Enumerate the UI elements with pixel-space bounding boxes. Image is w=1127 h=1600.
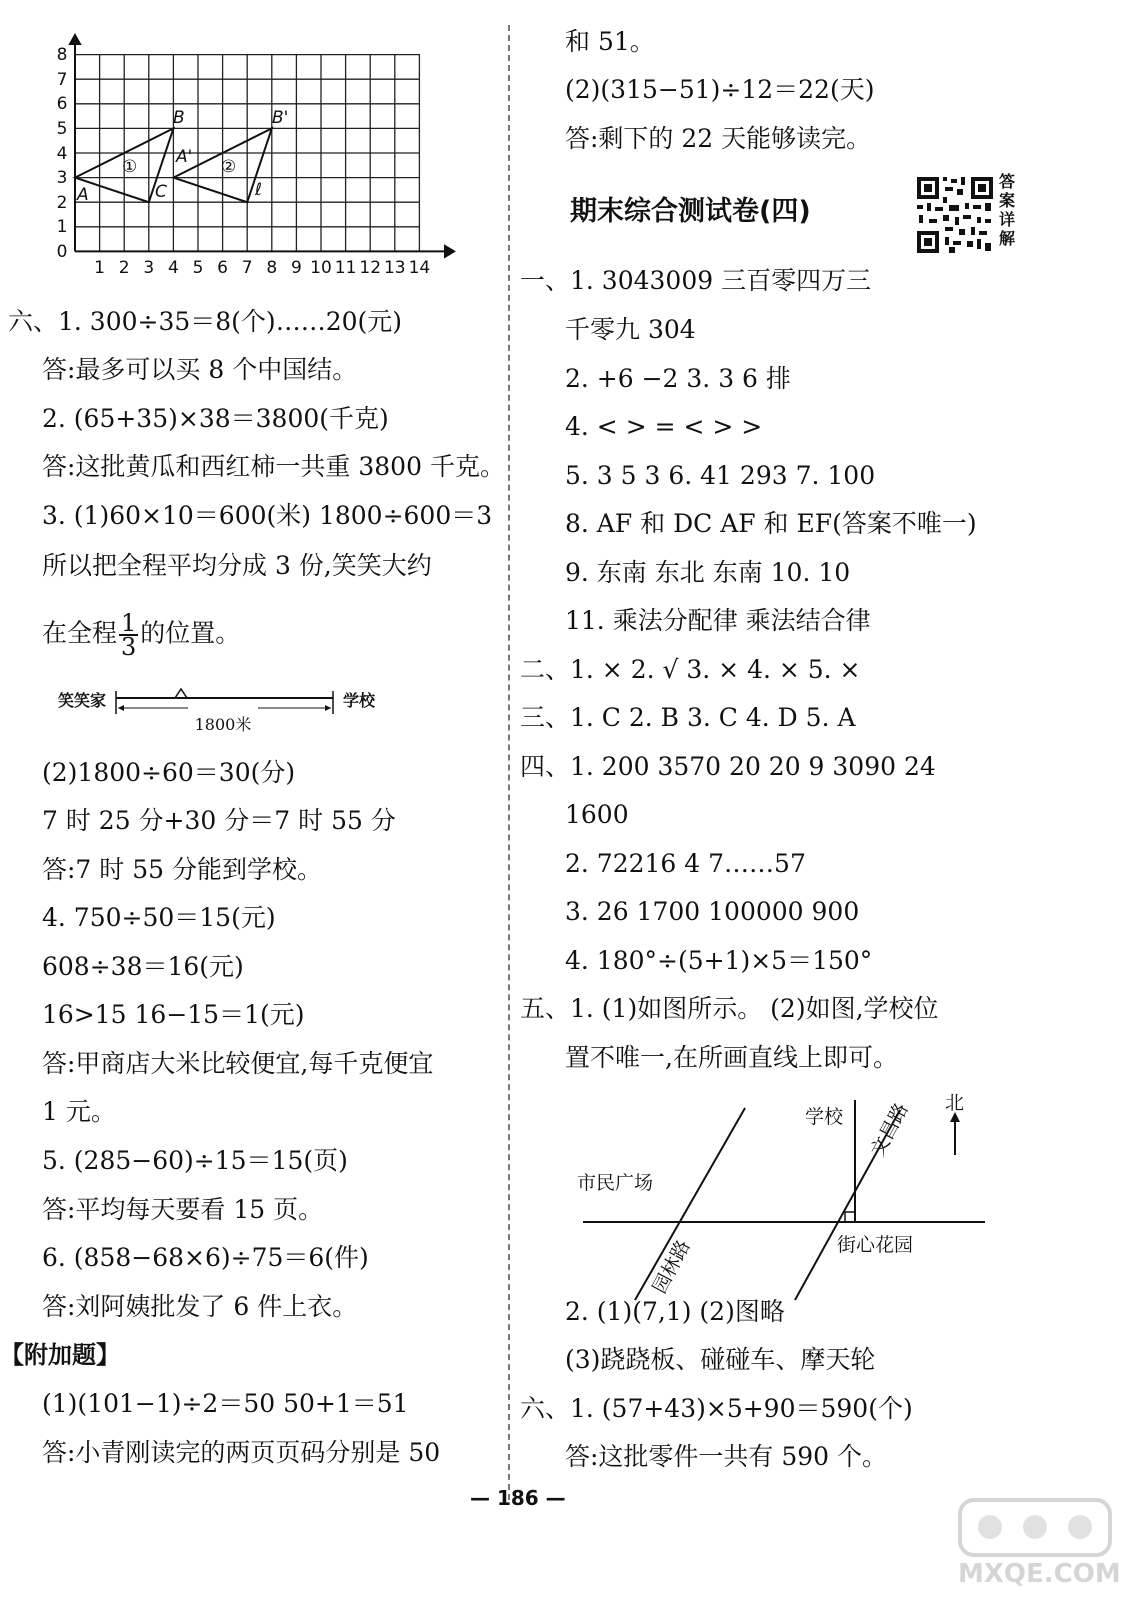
y-tick: 8 [56, 45, 68, 65]
qr-caption: 答案详解 [999, 172, 1016, 248]
fraction-numerator: 1 [121, 609, 137, 637]
part2-answers: 二、1. × 2. √ 3. × 4. × 5. × [520, 655, 861, 684]
point-label-c: C [155, 182, 167, 202]
point-label-b-prime: B' [272, 108, 289, 128]
point-label-a: A [77, 185, 89, 205]
part6-answer-1-conclusion: 答:这批零件一共有 590 个。 [565, 1442, 888, 1471]
bonus-answer-conclusion: 答:小青刚读完的两页页码分别是 50 [42, 1438, 441, 1467]
answer-6-4-conclusion: 答:甲商店大米比较便宜,每千克便宜 [42, 1049, 434, 1078]
x-tick: 1 [94, 258, 106, 278]
y-tick: 3 [56, 168, 68, 188]
garden-label: 街心花园 [837, 1234, 914, 1256]
answer-6-2-conclusion: 答:这批黄瓜和西红柿一共重 3800 千克。 [42, 452, 505, 481]
part5-answer-2-3: (3)跷跷板、碰碰车、摩天轮 [565, 1345, 876, 1374]
x-tick: 3 [143, 258, 155, 278]
point-label-a-prime: A' [176, 147, 193, 167]
x-tick: 8 [266, 258, 278, 278]
answer-6-2: 2. (65+35)×38＝3800(千克) [42, 404, 389, 433]
bonus-section-title: 【附加题】 [0, 1341, 120, 1369]
bonus-answer-conclusion-cont: 和 51。 [565, 27, 655, 56]
watermark [950, 1495, 1120, 1595]
part1-line6: 9. 东南 东北 东南 10. 10 [565, 558, 851, 587]
y-tick: 7 [56, 70, 68, 90]
answer-6-1-conclusion: 答:最多可以买 8 个中国结。 [42, 355, 358, 384]
x-tick: 4 [167, 258, 179, 278]
y-tick: 4 [56, 144, 68, 164]
answer-6-5-conclusion: 答:平均每天要看 15 页。 [42, 1195, 324, 1224]
distance-diagram [58, 684, 388, 734]
x-tick: 5 [192, 258, 204, 278]
fraction-denominator: 3 [121, 633, 137, 661]
part4-line4: 4. 180°÷(5+1)×5＝150° [565, 946, 873, 975]
school-label: 学校 [805, 1106, 844, 1128]
answer-6-4-line3: 16>15 16−15＝1(元) [42, 1000, 305, 1029]
part1-line5: 8. AF 和 DC AF 和 EF(答案不唯一) [565, 509, 977, 538]
part1-line1: 一、1. 3043009 三百零四万三 [520, 266, 872, 295]
part1-line4: 5. 3 5 3 6. 41 293 7. 100 [565, 461, 876, 490]
distance-label: 1800米 [194, 715, 252, 734]
fraction [119, 609, 138, 661]
y-tick: 6 [56, 94, 68, 114]
x-tick: 2 [118, 258, 130, 278]
bonus-answer-1: (1)(101−1)÷2＝50 50+1＝51 [42, 1389, 409, 1418]
x-tick-labels [94, 258, 430, 278]
x-tick: 11 [334, 258, 357, 278]
coordinate-grid-figure [40, 30, 460, 280]
north-label: 北 [945, 1092, 965, 1114]
x-tick: 12 [359, 258, 382, 278]
point-label-c-prime: ℓ [255, 180, 263, 200]
page-number: — 186 — [470, 1486, 566, 1510]
part4-line1: 四、1. 200 3570 20 20 9 3090 24 [520, 752, 936, 781]
part4-line3: 3. 26 1700 100000 900 [565, 897, 860, 926]
y-tick: 5 [56, 119, 68, 139]
street-map-lines [575, 1090, 985, 1305]
bonus-answer-2-conclusion: 答:剩下的 22 天能够读完。 [565, 124, 872, 153]
shape-label-two: ② [221, 157, 237, 177]
answer-6-6: 6. (858−68×6)÷75＝6(件) [42, 1243, 369, 1272]
x-tick: 13 [383, 258, 406, 278]
axes [70, 35, 454, 257]
y-tick-labels [57, 45, 68, 262]
part1-line1-cont: 千零九 304 [565, 315, 696, 344]
x-tick: 10 [310, 258, 332, 278]
yuanlin-road-label: 园林路 [648, 1236, 695, 1298]
home-label: 笑笑家 [58, 691, 107, 710]
answer-6-1: 六、1. 300÷35＝8(个)……20(元) [8, 307, 403, 336]
column-divider [508, 25, 510, 1500]
school-label: 学校 [343, 691, 376, 710]
answer-6-3-line3 [42, 609, 241, 661]
part5-answer-2: 2. (1)(7,1) (2)图略 [565, 1297, 785, 1326]
y-tick: 2 [56, 193, 68, 213]
answer-6-3-time: 7 时 25 分+30 分＝7 时 55 分 [42, 806, 396, 835]
watermark-text: MXQE.COM [958, 1559, 1121, 1589]
answer-6-5: 5. (285−60)÷15＝15(页) [42, 1146, 348, 1175]
answer-6-3-line2: 所以把全程平均分成 3 份,笑笑大约 [42, 551, 432, 580]
x-tick: 9 [290, 258, 302, 278]
answer-6-6-conclusion: 答:刘阿姨批发了 6 件上衣。 [42, 1292, 358, 1321]
part3-answers: 三、1. C 2. B 3. C 4. D 5. A [520, 703, 856, 732]
x-tick: 14 [408, 258, 431, 278]
section-title: 期末综合测试卷(四) [570, 196, 811, 227]
point-labels [76, 108, 288, 205]
part1-line7: 11. 乘法分配律 乘法结合律 [565, 606, 871, 635]
shape-label-one: ① [122, 157, 138, 177]
part1-line2: 2. +6 −2 3. 3 6 排 [565, 364, 791, 393]
answer-6-3-line1: 3. (1)60×10＝600(米) 1800÷600＝3 [42, 501, 493, 530]
part4-line1-cont: 1600 [565, 800, 629, 829]
part6-answer-1: 六、1. (57+43)×5+90＝590(个) [520, 1394, 913, 1423]
part4-line2: 2. 72216 4 7……57 [565, 849, 806, 878]
wenchang-road-label: 文昌路 [866, 1099, 913, 1161]
bonus-answer-2: (2)(315−51)÷12＝22(天) [565, 75, 875, 104]
answer-6-4-conclusion-cont: 1 元。 [42, 1097, 116, 1126]
answer-6-4-line1: 4. 750÷50＝15(元) [42, 903, 276, 932]
y-tick: 0 [56, 242, 68, 262]
answer-6-3-part2: (2)1800÷60＝30(分) [42, 758, 296, 787]
x-tick: 7 [241, 258, 253, 278]
grid-lines [75, 55, 420, 252]
qr-code-icon[interactable] [915, 175, 995, 255]
citizen-square-label: 市民广场 [577, 1172, 654, 1194]
point-label-b: B [173, 108, 185, 128]
text-segment: 的位置。 [140, 618, 241, 648]
answer-6-3-conclusion: 答:7 时 55 分能到学校。 [42, 855, 322, 884]
y-tick: 1 [56, 217, 68, 237]
part5-line1: 五、1. (1)如图所示。 (2)如图,学校位 [520, 994, 939, 1023]
x-tick: 6 [217, 258, 229, 278]
answer-6-4-line2: 608÷38＝16(元) [42, 952, 244, 981]
text-segment: 在全程 [42, 618, 118, 648]
street-map [575, 1090, 985, 1305]
part1-line3: 4. < > = < > > [565, 412, 763, 441]
part5-line1-cont: 置不唯一,在所画直线上即可。 [565, 1043, 898, 1072]
